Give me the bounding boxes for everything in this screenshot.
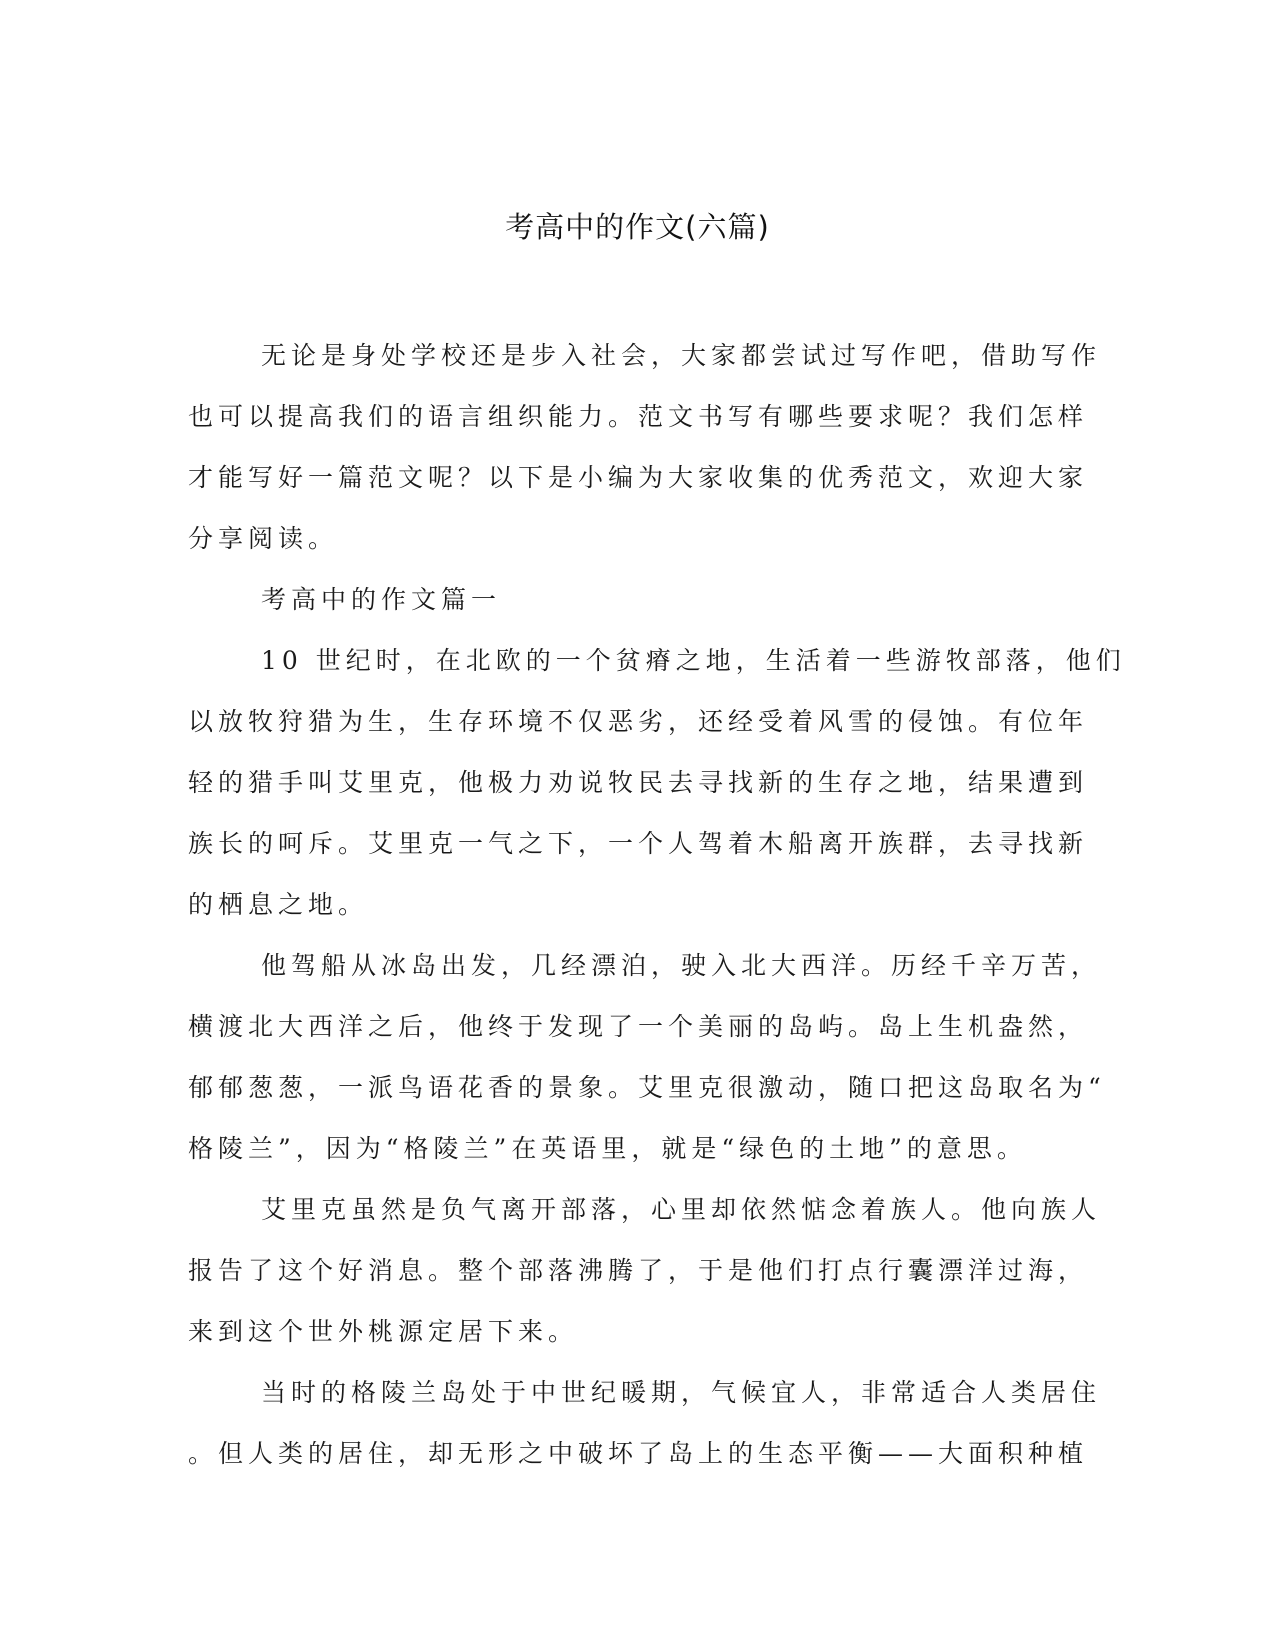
text-line: 横渡北大西洋之后，他终于发现了一个美丽的岛屿。岛上生机盎然，: [188, 1012, 1089, 1041]
text-line: 分享阅读。: [188, 524, 339, 553]
text-line: 族长的呵斥。艾里克一气之下，一个人驾着木船离开族群，去寻找新: [188, 829, 1089, 858]
text-line: 10 世纪时，在北欧的一个贫瘠之地，生活着一些游牧部落，他们: [261, 646, 1126, 675]
text-line: 以放牧狩猎为生，生存环境不仅恶劣，还经受着风雪的侵蚀。有位年: [188, 707, 1089, 736]
text-line: 才能写好一篇范文呢？以下是小编为大家收集的优秀范文，欢迎大家: [188, 463, 1089, 492]
text-line: 他驾船从冰岛出发，几经漂泊，驶入北大西洋。历经千辛万苦，: [261, 951, 1102, 980]
section-heading-text: 考高中的作文篇一: [261, 585, 502, 614]
text-line: 格陵兰”，因为“格陵兰”在英语里，就是“绿色的土地”的意思。: [188, 1134, 1027, 1163]
text-line: 也可以提高我们的语言组织能力。范文书写有哪些要求呢？我们怎样: [188, 402, 1089, 431]
paragraph-1: [188, 630, 1126, 935]
text-line: 轻的猎手叫艾里克，他极力劝说牧民去寻找新的生存之地，结果遭到: [188, 768, 1089, 797]
paragraph-intro: [188, 325, 1102, 569]
text-line: 的栖息之地。: [188, 890, 369, 919]
text-line: 郁郁葱葱，一派鸟语花香的景象。艾里克很激动，随口把这岛取名为“: [188, 1073, 1106, 1102]
text-line: 报告了这个好消息。整个部落沸腾了，于是他们打点行囊漂洋过海，: [188, 1256, 1089, 1285]
text-line: 。但人类的居住，却无形之中破坏了岛上的生态平衡——大面积种植: [188, 1439, 1089, 1468]
paragraph-3: [188, 1179, 1102, 1362]
text-line: 来到这个世外桃源定居下来。: [188, 1317, 579, 1346]
document-title: 考高中的作文(六篇): [505, 210, 770, 244]
section-heading: [188, 569, 1068, 630]
text-line: 无论是身处学校还是步入社会，大家都尝试过写作吧，借助写作: [261, 341, 1102, 370]
paragraph-2: [188, 935, 1106, 1179]
document-body: [188, 325, 1126, 1484]
paragraph-4: [188, 1362, 1102, 1484]
text-line: 当时的格陵兰岛处于中世纪暖期，气候宜人，非常适合人类居住: [261, 1378, 1102, 1407]
text-line: 艾里克虽然是负气离开部落，心里却依然惦念着族人。他向族人: [261, 1195, 1102, 1224]
